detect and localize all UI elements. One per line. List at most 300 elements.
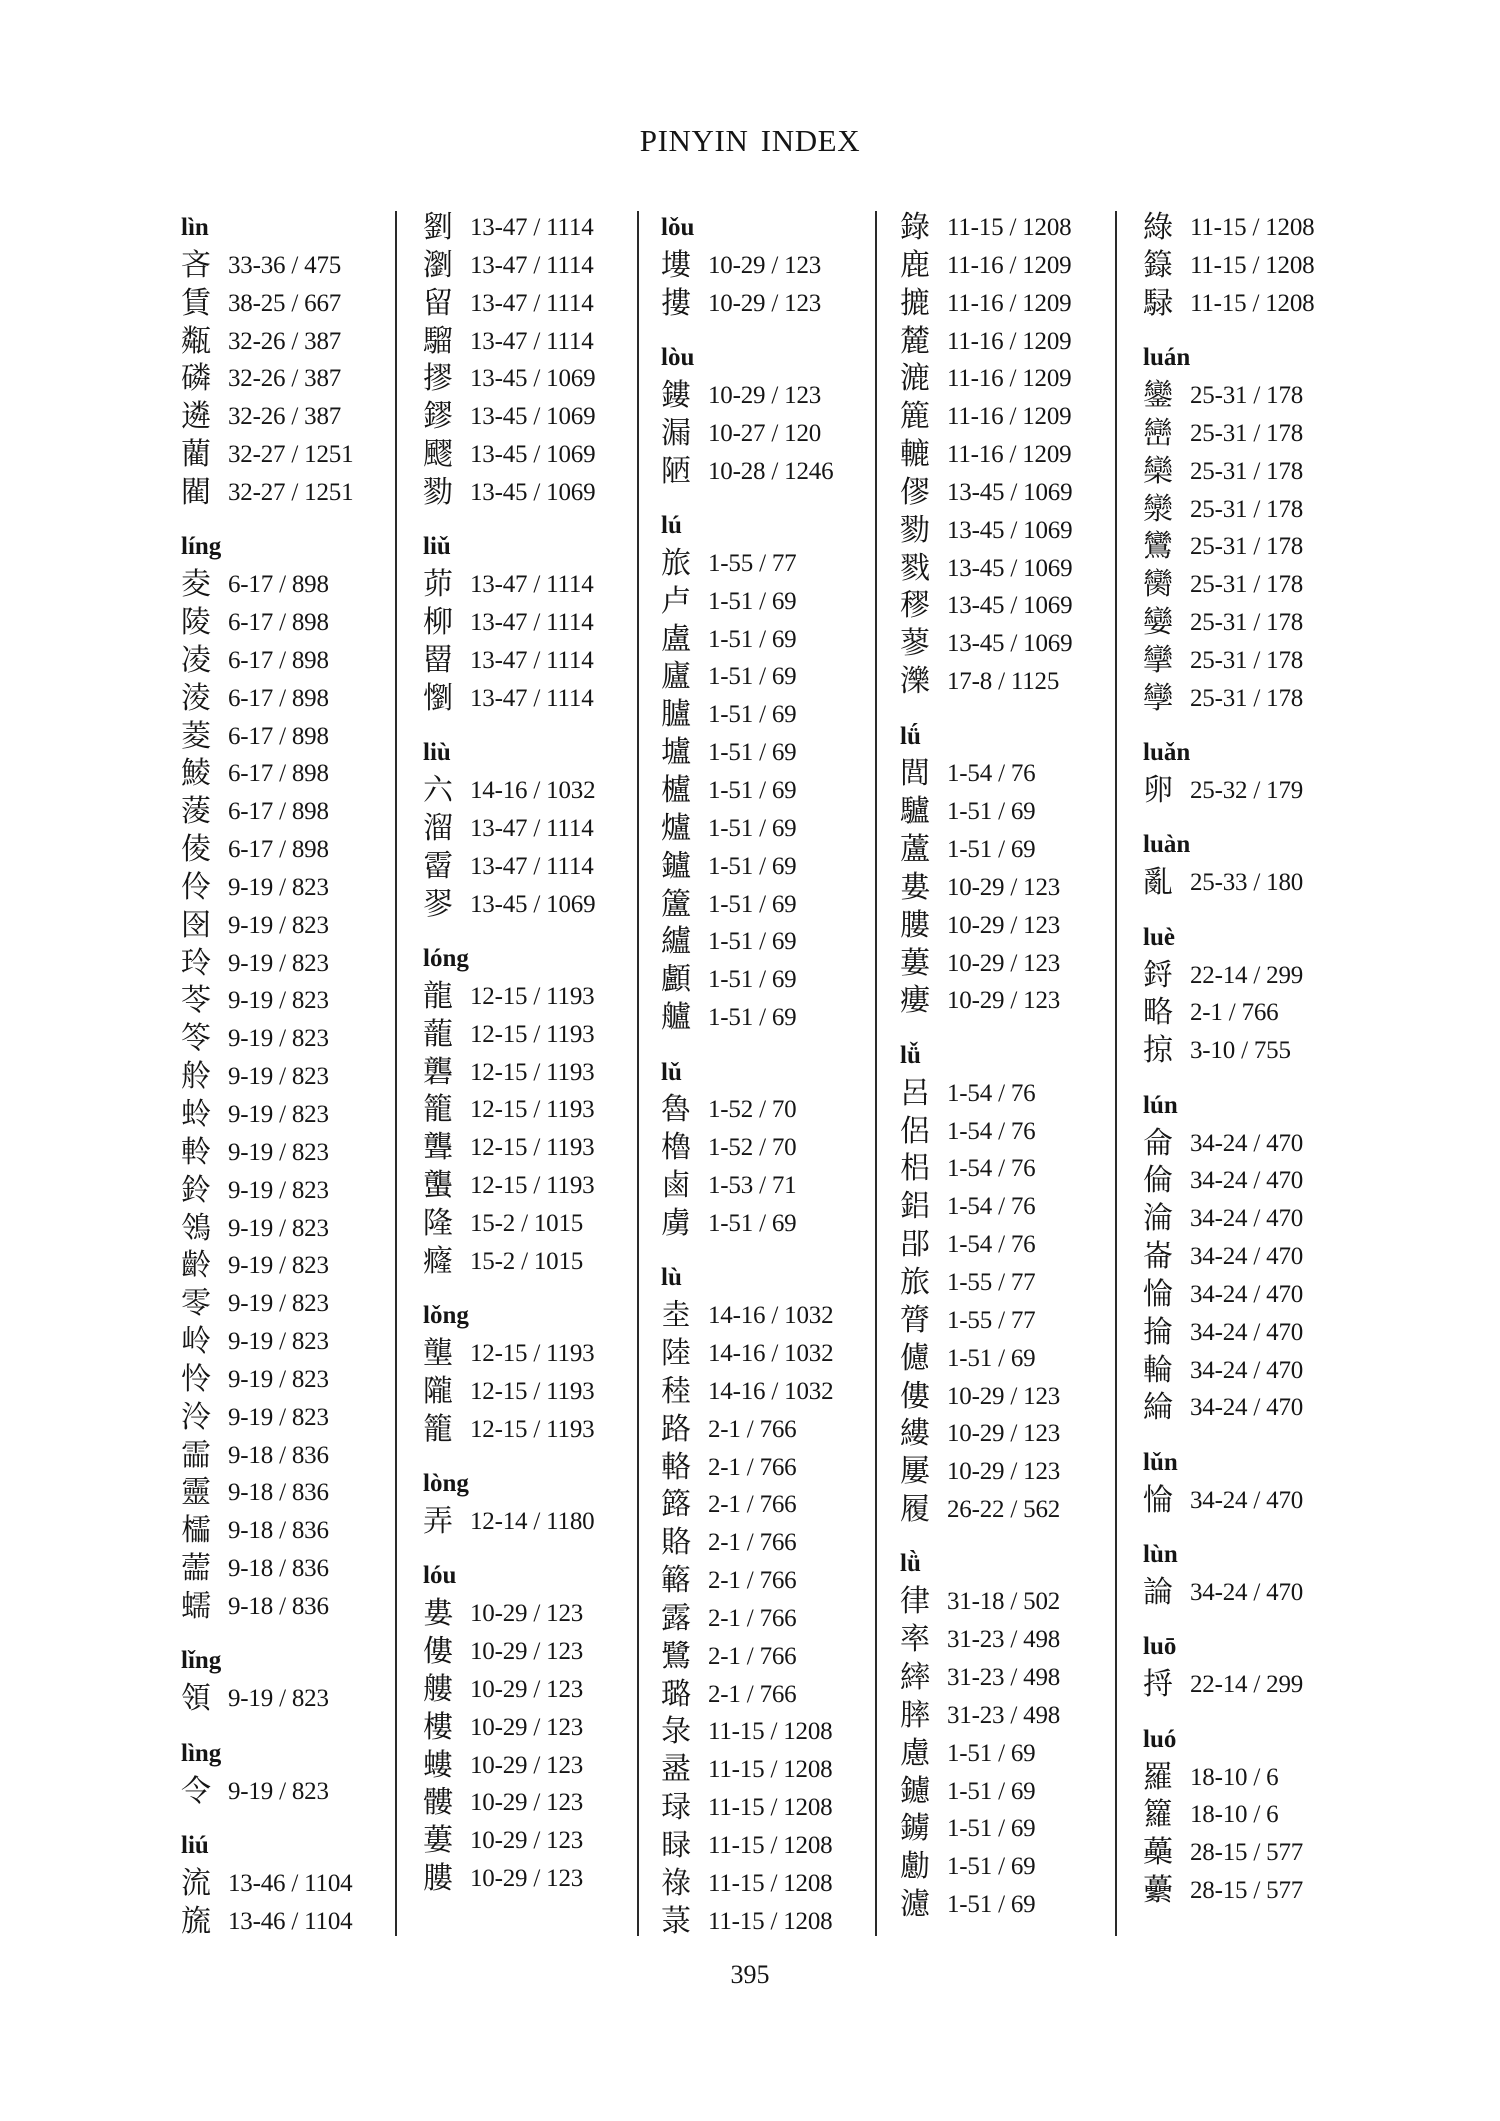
entry-character: 勠: [900, 512, 930, 548]
entry-reference: 11-16 / 1209: [947, 365, 1072, 393]
entry-character: 麓: [900, 323, 930, 359]
entry-character: 柳: [423, 605, 453, 641]
entry-character: 伶: [181, 869, 211, 905]
entry-reference: 31-23 / 498: [947, 1701, 1061, 1729]
entry-reference: 11-15 / 1208: [1190, 289, 1315, 317]
entry-character: 濾: [900, 1887, 930, 1923]
entry-character: 摝: [900, 285, 930, 321]
page-title: PINYIN INDEX: [639, 123, 861, 158]
entry-character: 流: [181, 1865, 211, 1901]
index-entry: [661, 1827, 866, 1865]
index-entry: [423, 680, 628, 718]
index-entry: [423, 1747, 628, 1785]
entry-character: 琭: [661, 1790, 691, 1826]
entry-reference: 11-15 / 1208: [708, 1756, 833, 1784]
index-entry: [661, 1297, 866, 1335]
index-entry: [181, 436, 386, 474]
entry-character: 隴: [423, 1373, 453, 1409]
entry-reference: 12-15 / 1193: [470, 1096, 595, 1124]
entry-reference: 13-45 / 1069: [947, 478, 1073, 506]
entry-character: 縷: [900, 1416, 930, 1452]
index-entry: [661, 1524, 866, 1562]
index-entry: [900, 323, 1105, 361]
entry-character: 籙: [1143, 247, 1173, 283]
entry-reference: 9-18 / 836: [228, 1592, 329, 1620]
entry-reference: 13-46 / 1104: [228, 1907, 353, 1935]
entry-character: 騮: [423, 323, 453, 359]
index-entry: [1143, 604, 1348, 642]
index-entry: [181, 1588, 386, 1626]
index-entry: [181, 1323, 386, 1361]
index-entry: [900, 1583, 1105, 1621]
index-entry: [181, 1285, 386, 1323]
entry-reference: 10-29 / 123: [470, 1713, 584, 1741]
entry-reference: 34-24 / 470: [1190, 1243, 1304, 1271]
index-entry: [423, 1822, 628, 1860]
entry-reference: 10-29 / 123: [708, 381, 822, 409]
index-entry: [900, 209, 1105, 247]
entry-character: 霤: [423, 848, 453, 884]
index-entry: [900, 1491, 1105, 1529]
index-entry: [423, 474, 628, 512]
entry-character: 僂: [900, 1378, 930, 1414]
entry-reference: 13-47 / 1114: [470, 214, 594, 241]
entry-reference: 6-17 / 898: [228, 760, 329, 788]
entry-character: 鏤: [661, 377, 691, 413]
index-entry: [1143, 209, 1348, 247]
entry-character: 繂: [900, 1660, 930, 1695]
index-entry: [423, 1243, 628, 1281]
entry-character: 甐: [181, 323, 211, 359]
index-entry: [900, 869, 1105, 907]
entry-reference: 9-19 / 823: [228, 1252, 329, 1280]
index-entry: [181, 945, 386, 983]
index-entry: [181, 1773, 386, 1811]
index-entry: [900, 1264, 1105, 1302]
entry-character: 臠: [1143, 567, 1173, 603]
pinyin-heading: liǔ: [423, 533, 451, 561]
index-entry: [661, 1865, 866, 1903]
index-entry: [900, 755, 1105, 793]
entry-reference: 10-29 / 123: [708, 251, 822, 279]
entry-reference: 6-17 / 898: [228, 836, 329, 864]
index-entry: [181, 474, 386, 512]
entry-reference: 1-54 / 76: [947, 1117, 1036, 1145]
entry-reference: 1-51 / 69: [947, 1777, 1036, 1805]
entry-reference: 1-54 / 76: [947, 1079, 1036, 1107]
entry-character: 蛉: [181, 1097, 211, 1132]
index-entry: [900, 1378, 1105, 1416]
entry-reference: 9-18 / 836: [228, 1441, 329, 1469]
entry-reference: 10-29 / 123: [708, 289, 822, 317]
entry-reference: 1-51 / 69: [708, 966, 797, 994]
entry-character: 陸: [661, 1336, 691, 1371]
entry-reference: 11-15 / 1208: [708, 1718, 833, 1746]
entry-character: 蔞: [423, 1823, 453, 1859]
entry-reference: 6-17 / 898: [228, 684, 329, 712]
entry-character: 亂: [1143, 865, 1173, 901]
entry-reference: 11-15 / 1208: [708, 1831, 833, 1859]
index-entry: [423, 1205, 628, 1243]
index-entry: [661, 1638, 866, 1676]
index-entry: [423, 1373, 628, 1411]
entry-reference: 1-55 / 77: [708, 549, 797, 577]
index-entry: [1143, 377, 1348, 415]
entry-reference: 9-19 / 823: [228, 1777, 329, 1805]
index-entry: [1143, 1666, 1348, 1704]
pinyin-heading: liù: [423, 739, 451, 767]
entry-reference: 12-15 / 1193: [470, 1134, 595, 1162]
index-entry: [661, 696, 866, 734]
entry-character: 鷺: [661, 1638, 691, 1674]
index-entry: [1143, 247, 1348, 285]
index-entry: [181, 1865, 386, 1903]
entry-reference: 25-31 / 178: [1190, 684, 1304, 712]
entry-character: 路: [661, 1411, 691, 1447]
index-entry: [661, 734, 866, 772]
index-entry: [423, 323, 628, 361]
index-entry: [181, 642, 386, 680]
entry-character: 纑: [661, 924, 691, 960]
index-entry: [900, 907, 1105, 945]
entry-character: 賂: [661, 1525, 691, 1561]
index-entry: [181, 247, 386, 285]
entry-character: 閭: [900, 756, 930, 792]
entry-character: 惀: [1143, 1482, 1173, 1518]
entry-character: 儢: [900, 1340, 930, 1376]
index-entry: [423, 810, 628, 848]
index-entry: [661, 848, 866, 886]
entry-reference: 14-16 / 1032: [708, 1340, 834, 1367]
entry-character: 膂: [900, 1302, 930, 1338]
entry-character: 艛: [423, 1671, 453, 1707]
entry-reference: 34-24 / 470: [1190, 1486, 1304, 1514]
index-entry: [900, 1340, 1105, 1378]
index-entry: [661, 961, 866, 999]
entry-character: 卢: [661, 583, 691, 619]
entry-reference: 14-16 / 1032: [708, 1377, 834, 1405]
entry-reference: 13-45 / 1069: [470, 890, 596, 918]
pinyin-heading: lùn: [1143, 1541, 1178, 1569]
index-entry: [900, 587, 1105, 625]
entry-character: 鋁: [900, 1189, 930, 1225]
entry-character: 鐪: [900, 1811, 930, 1847]
entry-reference: 34-24 / 470: [1190, 1394, 1304, 1422]
index-column: [1143, 209, 1348, 1910]
entry-reference: 13-47 / 1114: [470, 852, 594, 880]
pinyin-heading: lóu: [423, 1562, 457, 1590]
index-entry: [1143, 994, 1348, 1032]
entry-character: 廬: [661, 659, 691, 695]
entry-character: 祿: [661, 1865, 691, 1901]
entry-reference: 1-51 / 69: [947, 798, 1036, 826]
entry-reference: 13-47 / 1114: [470, 327, 594, 355]
entry-reference: 1-54 / 76: [947, 1155, 1036, 1183]
index-entry: [423, 1784, 628, 1822]
pinyin-heading: lòu: [661, 344, 695, 372]
index-entry: [1143, 1125, 1348, 1163]
entry-character: 瘻: [900, 983, 930, 1019]
index-entry: [661, 1789, 866, 1827]
pinyin-heading: lǚ: [900, 1041, 921, 1069]
index-entry: [661, 1373, 866, 1411]
entry-character: 侖: [1143, 1125, 1173, 1161]
index-entry: [661, 923, 866, 961]
entry-reference: 10-28 / 1246: [708, 457, 834, 485]
entry-character: 坴: [661, 1298, 691, 1334]
column-divider: [875, 211, 877, 1936]
entry-reference: 12-14 / 1180: [470, 1507, 595, 1535]
entry-character: 菉: [661, 1903, 691, 1939]
entry-reference: 2-1 / 766: [708, 1642, 797, 1670]
entry-reference: 13-45 / 1069: [947, 554, 1073, 582]
entry-reference: 2-1 / 766: [708, 1415, 797, 1443]
entry-reference: 11-16 / 1209: [947, 403, 1072, 431]
index-entry: [423, 209, 628, 247]
entry-character: 綠: [1143, 210, 1173, 245]
entry-reference: 10-29 / 123: [947, 1458, 1061, 1486]
index-entry: [181, 360, 386, 398]
entry-reference: 14-16 / 1032: [470, 777, 596, 804]
index-entry: [181, 718, 386, 756]
index-entry: [900, 1659, 1105, 1697]
index-entry: [181, 1550, 386, 1588]
entry-character: 簬: [661, 1487, 691, 1523]
index-entry: [661, 1486, 866, 1524]
index-entry: [1143, 680, 1348, 718]
entry-reference: 25-31 / 178: [1190, 381, 1304, 409]
entry-reference: 13-47 / 1114: [470, 251, 594, 279]
entry-reference: 32-26 / 387: [228, 327, 342, 355]
entry-character: 閵: [181, 474, 211, 510]
index-entry: [423, 436, 628, 474]
index-entry: [1143, 491, 1348, 529]
entry-character: 輪: [1143, 1352, 1173, 1388]
entry-reference: 10-29 / 123: [470, 1638, 584, 1666]
entry-reference: 13-47 / 1114: [470, 646, 594, 674]
entry-reference: 9-19 / 823: [228, 1403, 329, 1431]
pinyin-heading: lǔ: [661, 1058, 682, 1086]
index-entry: [423, 1633, 628, 1671]
entry-character: 掠: [1143, 1033, 1173, 1069]
index-column: [423, 209, 628, 1898]
entry-reference: 9-19 / 823: [228, 1214, 329, 1242]
index-entry: [1143, 415, 1348, 453]
entry-character: 岭: [181, 1324, 211, 1360]
index-entry: [661, 415, 866, 453]
index-entry: [181, 285, 386, 323]
entry-reference: 1-55 / 77: [947, 1306, 1036, 1334]
entry-character: 勴: [900, 1849, 930, 1885]
entry-reference: 13-47 / 1114: [470, 609, 594, 637]
entry-character: 摎: [423, 361, 453, 397]
index-entry: [661, 1751, 866, 1789]
index-entry: [423, 1129, 628, 1167]
entry-reference: 11-16 / 1209: [947, 441, 1072, 469]
index-entry: [900, 793, 1105, 831]
index-entry: [661, 1449, 866, 1487]
entry-character: 菱: [181, 718, 211, 754]
entry-reference: 3-10 / 755: [1190, 1037, 1291, 1065]
index-entry: [900, 1415, 1105, 1453]
index-entry: [423, 1709, 628, 1747]
entry-reference: 10-29 / 123: [470, 1600, 584, 1628]
index-column: [181, 209, 386, 1941]
entry-character: 礱: [423, 1054, 453, 1090]
entry-reference: 10-29 / 123: [470, 1751, 584, 1779]
index-entry: [661, 377, 866, 415]
index-entry: [181, 869, 386, 907]
index-entry: [661, 1411, 866, 1449]
pinyin-heading: lìn: [181, 214, 209, 241]
entry-character: 卵: [1143, 773, 1173, 808]
entry-character: 溜: [423, 810, 453, 846]
entry-reference: 12-15 / 1193: [470, 1058, 595, 1086]
index-entry: [661, 247, 866, 285]
pinyin-heading: lǒng: [423, 1302, 469, 1330]
entry-reference: 9-19 / 823: [228, 1101, 329, 1128]
entry-reference: 10-27 / 120: [708, 419, 822, 447]
entry-reference: 9-19 / 823: [228, 949, 329, 977]
index-entry: [181, 1134, 386, 1172]
entry-reference: 25-31 / 178: [1190, 609, 1304, 637]
index-entry: [181, 1247, 386, 1285]
entry-character: 鹵: [661, 1168, 691, 1204]
entry-character: 虜: [661, 1205, 691, 1241]
entry-reference: 1-51 / 69: [708, 663, 797, 691]
entry-reference: 25-33 / 180: [1190, 869, 1304, 897]
entry-character: 籚: [661, 886, 691, 922]
entry-character: 塿: [661, 247, 691, 283]
entry-character: 蓼: [900, 626, 930, 662]
entry-reference: 25-31 / 178: [1190, 571, 1304, 599]
index-entry: [181, 604, 386, 642]
entry-reference: 10-29 / 123: [947, 949, 1061, 977]
pinyin-heading: luó: [1143, 1725, 1177, 1753]
entry-reference: 9-18 / 836: [228, 1517, 329, 1545]
entry-character: 怜: [181, 1361, 211, 1397]
index-entry: [181, 1680, 386, 1718]
entry-reference: 1-51 / 69: [708, 777, 797, 804]
index-entry: [661, 1903, 866, 1941]
column-divider: [1115, 211, 1117, 1936]
entry-character: 梠: [900, 1151, 930, 1187]
entry-character: 籠: [423, 1092, 453, 1128]
entry-reference: 34-24 / 470: [1190, 1167, 1304, 1195]
index-entry: [181, 1512, 386, 1550]
entry-reference: 11-15 / 1208: [708, 1907, 833, 1935]
entry-reference: 22-14 / 299: [1190, 961, 1304, 989]
entry-reference: 1-51 / 69: [708, 890, 797, 918]
entry-character: 稑: [661, 1373, 691, 1409]
entry-character: 倰: [181, 832, 211, 868]
entry-character: 掄: [1143, 1314, 1173, 1350]
entry-character: 轆: [900, 437, 930, 473]
entry-character: 律: [900, 1584, 930, 1620]
index-entry: [423, 1091, 628, 1129]
entry-character: 舲: [181, 1059, 211, 1095]
entry-character: 陵: [181, 605, 211, 641]
index-entry: [181, 398, 386, 436]
entry-reference: 25-32 / 179: [1190, 777, 1304, 804]
pinyin-heading: luō: [1143, 1633, 1177, 1661]
pinyin-heading: lǘ: [900, 722, 921, 750]
entry-reference: 11-16 / 1209: [947, 327, 1072, 355]
entry-character: 靈: [181, 1475, 211, 1511]
entry-reference: 1-51 / 69: [947, 1815, 1036, 1843]
entry-reference: 1-53 / 71: [708, 1172, 797, 1200]
index-entry: [900, 360, 1105, 398]
pinyin-heading: lǜ: [900, 1550, 921, 1578]
entry-reference: 31-23 / 498: [947, 1626, 1061, 1654]
entry-reference: 31-23 / 498: [947, 1664, 1061, 1691]
pinyin-heading: liú: [181, 1831, 209, 1859]
index-entry: [423, 642, 628, 680]
entry-character: 僇: [900, 474, 930, 510]
entry-reference: 13-45 / 1069: [947, 592, 1073, 620]
entry-reference: 9-19 / 823: [228, 911, 329, 939]
entry-character: 履: [900, 1492, 930, 1528]
entry-character: 綸: [1143, 1390, 1173, 1426]
entry-character: 璐: [661, 1676, 691, 1712]
entry-reference: 9-19 / 823: [228, 1063, 329, 1091]
entry-character: 膢: [900, 907, 930, 943]
index-entry: [1143, 864, 1348, 902]
entry-character: 羅: [1143, 1759, 1173, 1795]
entry-character: 鈴: [181, 1172, 211, 1208]
index-entry: [181, 1903, 386, 1941]
entry-reference: 10-29 / 123: [947, 873, 1061, 901]
entry-character: 睩: [661, 1827, 691, 1863]
entry-reference: 12-15 / 1193: [470, 1172, 595, 1200]
entry-reference: 13-45 / 1069: [470, 403, 596, 431]
index-entry: [181, 1058, 386, 1096]
entry-character: 輅: [661, 1449, 691, 1485]
index-entry: [181, 1474, 386, 1512]
entry-character: 倫: [1143, 1163, 1173, 1199]
index-entry: [181, 1020, 386, 1058]
entry-reference: 17-8 / 1125: [947, 668, 1060, 696]
entry-character: 露: [661, 1600, 691, 1636]
index-entry: [423, 247, 628, 285]
entry-character: 鯪: [181, 756, 211, 792]
index-entry: [181, 1210, 386, 1248]
index-entry: [900, 1150, 1105, 1188]
entry-reference: 12-15 / 1193: [470, 1377, 595, 1405]
index-entry: [1143, 1162, 1348, 1200]
index-entry: [1143, 528, 1348, 566]
entry-character: 騄: [1143, 285, 1173, 321]
index-entry: [900, 1735, 1105, 1773]
entry-character: 苓: [181, 983, 211, 1019]
index-entry: [900, 1697, 1105, 1735]
entry-character: 鑪: [661, 848, 691, 884]
entry-reference: 18-10 / 6: [1190, 1801, 1279, 1829]
entry-reference: 1-51 / 69: [708, 739, 797, 767]
entry-character: 巒: [1143, 415, 1173, 451]
entry-character: 郘: [900, 1227, 930, 1263]
index-entry: [1143, 453, 1348, 491]
entry-reference: 10-29 / 123: [470, 1675, 584, 1703]
index-entry: [661, 999, 866, 1037]
pinyin-heading: luǎn: [1143, 739, 1191, 767]
entry-character: 籮: [1143, 1797, 1173, 1833]
index-entry: [900, 550, 1105, 588]
entry-character: 彔: [661, 1714, 691, 1750]
entry-character: 孌: [1143, 605, 1173, 641]
entry-character: 籠: [423, 1411, 453, 1447]
index-entry: [181, 1399, 386, 1437]
